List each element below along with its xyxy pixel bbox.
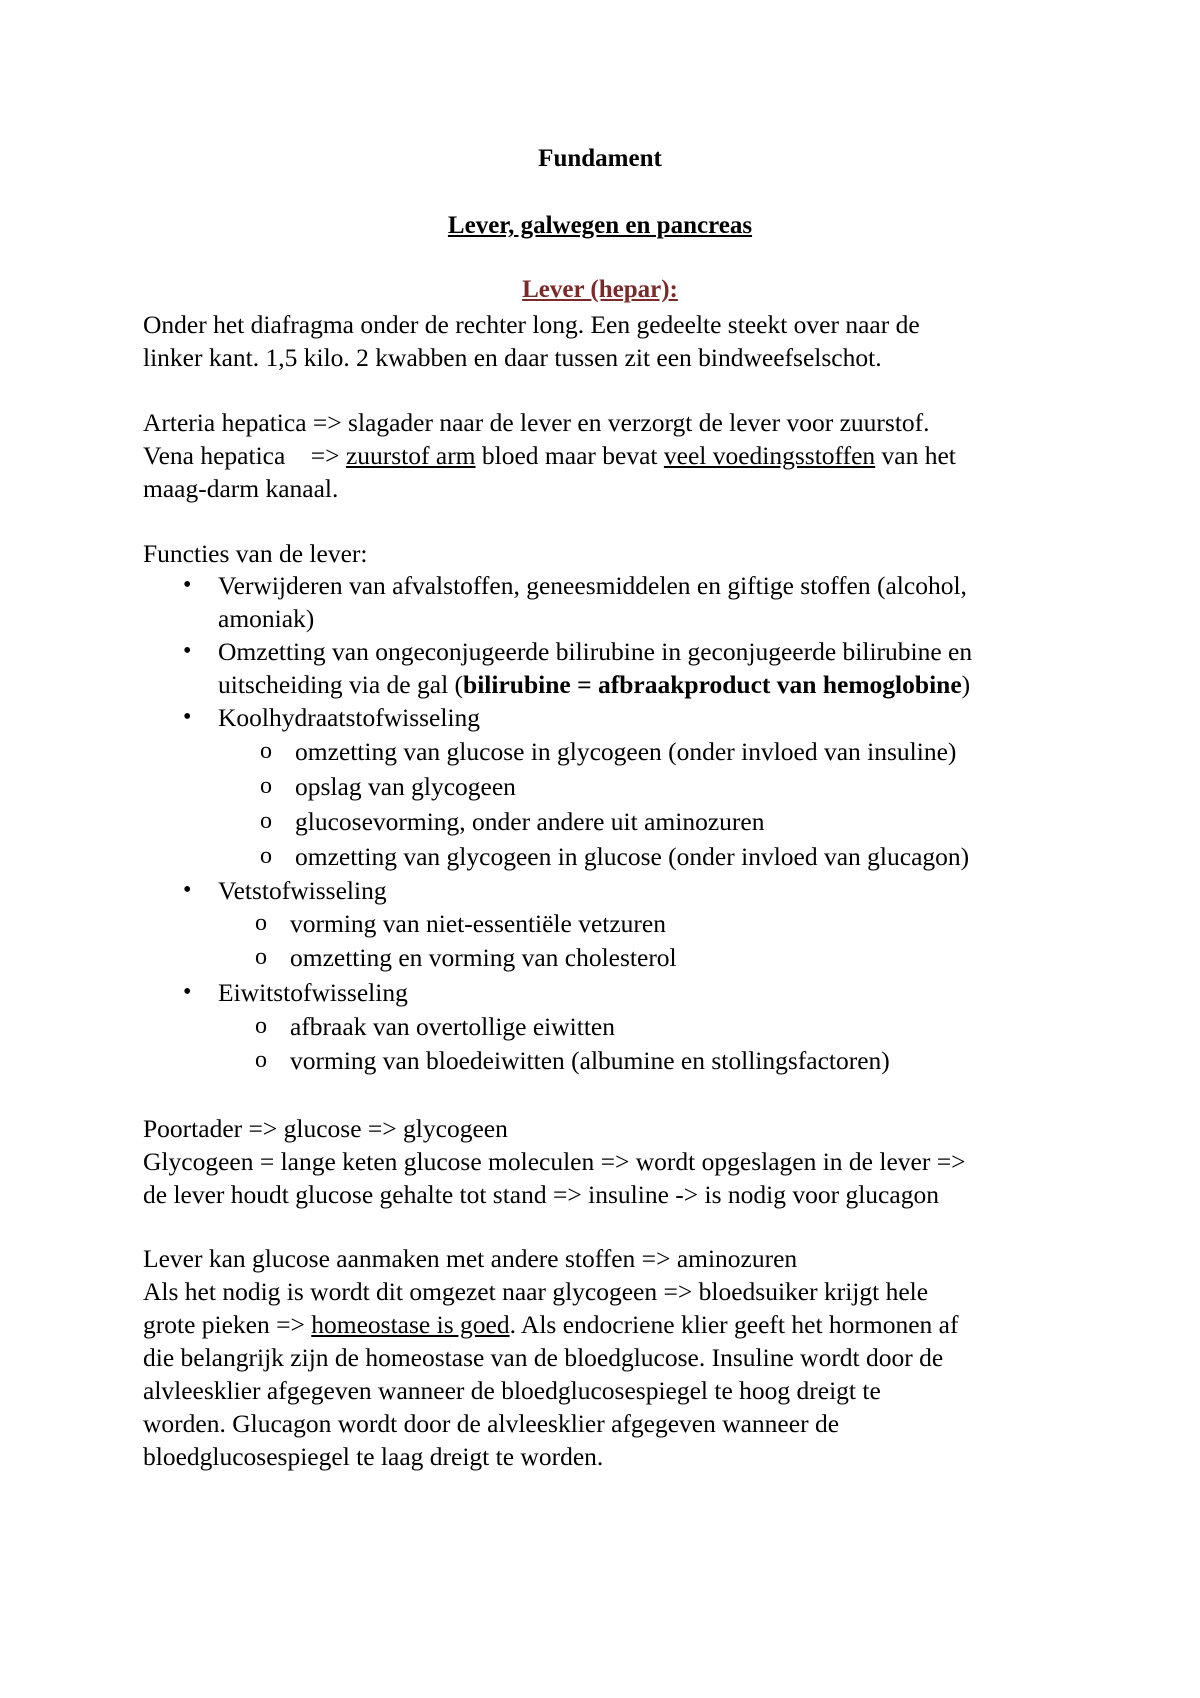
function-item: Koolhydraatstofwisseling [218, 703, 481, 732]
underlined-term: veel voedingsstoffen [663, 441, 876, 470]
section-heading: Lever (hepar): [522, 276, 678, 303]
sub-item: vorming van bloedeiwitten (albumine en stollingsfactoren) [290, 1046, 890, 1075]
glucose-line: de lever houdt glucose gehalte tot stand => insuline -> is nodig voor glucagon [143, 1180, 939, 1209]
vessel-line: Arteria hepatica => slagader naar de lever en verzorgt de lever voor zuurstof. [143, 408, 930, 437]
sub-item: omzetting van glucose in glycogeen (onder invloed van insuline) [295, 737, 957, 766]
production-line: worden. Glucagon wordt door de alvleesklier afgegeven wanneer de [143, 1409, 840, 1438]
bold-definition: bilirubine = afbraakproduct van hemoglobine [463, 670, 962, 699]
intro-line: linker kant. 1,5 kilo. 2 kwabben en daar tussen zit een bindweefselschot. [143, 343, 882, 372]
production-line: alvleesklier afgegeven wanneer de bloedglucosespiegel te hoog dreigt te [143, 1376, 881, 1405]
bullet-marker: • [183, 572, 192, 598]
function-item: Omzetting van ongeconjugeerde bilirubine in geconjugeerde bilirubine en [218, 637, 973, 666]
function-text: ) [961, 670, 971, 699]
functions-heading: Functies van de lever: [143, 539, 368, 568]
vessel-text: van het [875, 441, 956, 470]
glucose-line: Glycogeen = lange keten glucose moleculen => wordt opgeslagen in de lever => [143, 1147, 966, 1176]
document-title: Fundament [538, 145, 662, 172]
production-text: . Als endocriene klier geeft het hormonen af [509, 1310, 959, 1339]
sub-bullet-marker: o [255, 910, 267, 936]
function-item: Eiwitstofwisseling [218, 978, 408, 1007]
sub-bullet-marker: o [255, 1013, 267, 1039]
intro-line: Onder het diafragma onder de rechter long. Een gedeelte steekt over naar de [143, 310, 920, 339]
sub-bullet-marker: o [260, 738, 272, 764]
vessel-line [143, 439, 956, 472]
sub-bullet-marker: o [255, 1047, 267, 1073]
production-line: die belangrijk zijn de homeostase van de bloedglucose. Insuline wordt door de [143, 1343, 944, 1372]
sub-item: omzetting en vorming van cholesterol [290, 943, 677, 972]
production-line: bloedglucosespiegel te laag dreigt te worden. [143, 1442, 604, 1471]
vessel-text: bloed maar bevat [475, 441, 664, 470]
sub-item: glucosevorming, onder andere uit aminozuren [295, 807, 765, 836]
sub-bullet-marker: o [260, 773, 272, 799]
sub-item: vorming van niet-essentiële vetzuren [290, 909, 666, 938]
vessel-text: Vena hepatica => [143, 441, 346, 470]
underlined-term: zuurstof arm [345, 441, 476, 470]
function-item: Verwijderen van afvalstoffen, geneesmiddelen en giftige stoffen (alcohol, [218, 571, 967, 600]
sub-item: opslag van glycogeen [295, 772, 516, 801]
glucose-line: Poortader => glucose => glycogeen [143, 1114, 508, 1143]
sub-bullet-marker: o [260, 843, 272, 869]
production-text: grote pieken => [143, 1310, 312, 1339]
bullet-marker: • [183, 877, 192, 903]
underlined-term: homeostase is goed [311, 1310, 510, 1339]
production-line: Als het nodig is wordt dit omgezet naar glycogeen => bloedsuiker krijgt hele [143, 1277, 929, 1306]
function-item: Vetstofwisseling [218, 876, 387, 905]
function-item [218, 668, 970, 701]
vessel-line: maag-darm kanaal. [143, 474, 339, 503]
production-line: Lever kan glucose aanmaken met andere stoffen => aminozuren [143, 1244, 798, 1273]
sub-bullet-marker: o [255, 944, 267, 970]
bullet-marker: • [183, 979, 192, 1005]
sub-item: omzetting van glycogeen in glucose (onder invloed van glucagon) [295, 842, 970, 871]
function-item: amoniak) [218, 604, 315, 633]
bullet-marker: • [183, 638, 192, 664]
function-text: uitscheiding via de gal ( [218, 670, 464, 699]
bullet-marker: • [183, 704, 192, 730]
sub-bullet-marker: o [260, 808, 272, 834]
production-line [143, 1308, 959, 1341]
document-subtitle: Lever, galwegen en pancreas [447, 212, 753, 239]
sub-item: afbraak van overtollige eiwitten [290, 1012, 615, 1041]
